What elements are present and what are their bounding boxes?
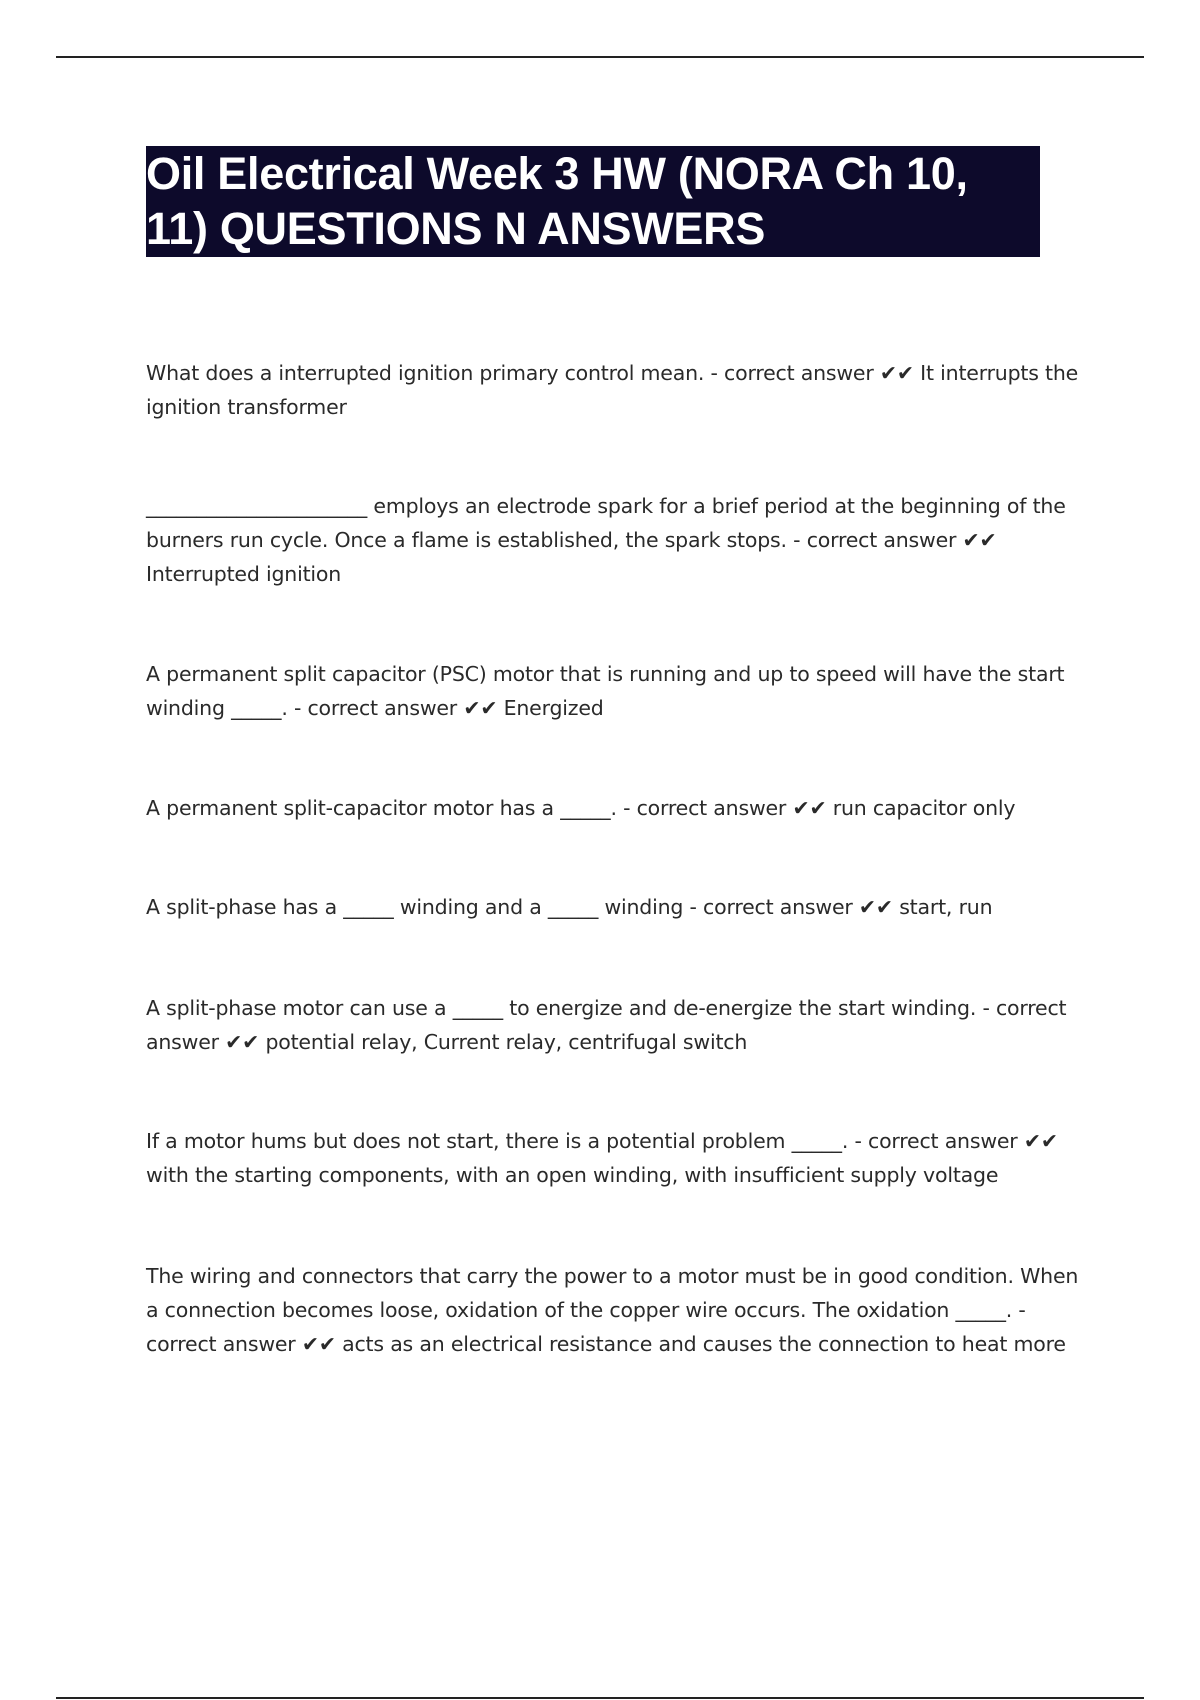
answer-text: potential relay, Current relay, centrifugal switch — [265, 1030, 748, 1054]
qa-item-8 — [146, 1259, 1096, 1361]
answer-text: run capacitor only — [832, 796, 1016, 820]
answer-separator: - correct answer ✔✔ — [616, 796, 833, 820]
qa-item-4 — [146, 791, 1096, 825]
document-title — [146, 146, 1040, 257]
question-text: What does a interrupted ignition primary control mean. — [146, 361, 705, 385]
answer-text: Interrupted ignition — [146, 562, 342, 586]
answer-text: with the starting components, with an open winding, with insufficient supply voltage — [146, 1163, 999, 1187]
qa-item-5 — [146, 890, 1096, 924]
qa-item-6 — [146, 991, 1096, 1059]
qa-item-2 — [146, 489, 1096, 591]
question-text: ______________________ employs an electrode spark for a brief period at the beginning of the burners run cycle. Once a flame is established, the spark stops. — [146, 494, 1066, 552]
answer-text: acts as an electrical resistance and causes the connection to heat more — [342, 1332, 1066, 1356]
question-text: A split-phase motor can use a _____ to energize and de-energize the start winding. — [146, 996, 977, 1020]
answer-text: Energized — [503, 696, 604, 720]
document-title-text: Oil Electrical Week 3 HW (NORA Ch 10, 11) QUESTIONS N ANSWERS — [146, 148, 968, 254]
question-text: If a motor hums but does not start, there is a potential problem _____. — [146, 1129, 849, 1153]
answer-separator: - correct answer ✔✔ — [848, 1129, 1058, 1153]
answer-separator: - correct answer ✔✔ — [146, 996, 1067, 1054]
qa-item-3 — [146, 657, 1096, 725]
qa-item-7 — [146, 1124, 1096, 1192]
bottom-rule — [56, 1697, 1144, 1699]
question-text: A split-phase has a _____ winding and a _____ winding — [146, 895, 684, 919]
question-text: The wiring and connectors that carry the power to a motor must be in good condition. When a connection becomes loose, oxidation of the copper wire occurs. The oxidation _____. — [146, 1264, 1079, 1322]
answer-separator: - correct answer ✔✔ — [683, 895, 900, 919]
answer-separator: - correct answer ✔✔ — [704, 361, 921, 385]
answer-separator: - correct answer ✔✔ — [786, 528, 997, 552]
top-rule — [56, 56, 1144, 58]
answer-separator: - correct answer ✔✔ — [287, 696, 504, 720]
answer-separator: - correct answer ✔✔ — [146, 1298, 1026, 1356]
question-text: A permanent split capacitor (PSC) motor that is running and up to speed will have the start winding _____. — [146, 662, 1065, 720]
question-text: A permanent split-capacitor motor has a _____. — [146, 796, 617, 820]
qa-item-1 — [146, 356, 1096, 424]
answer-text: It interrupts the ignition transformer — [146, 361, 1079, 419]
answer-text: start, run — [899, 895, 993, 919]
